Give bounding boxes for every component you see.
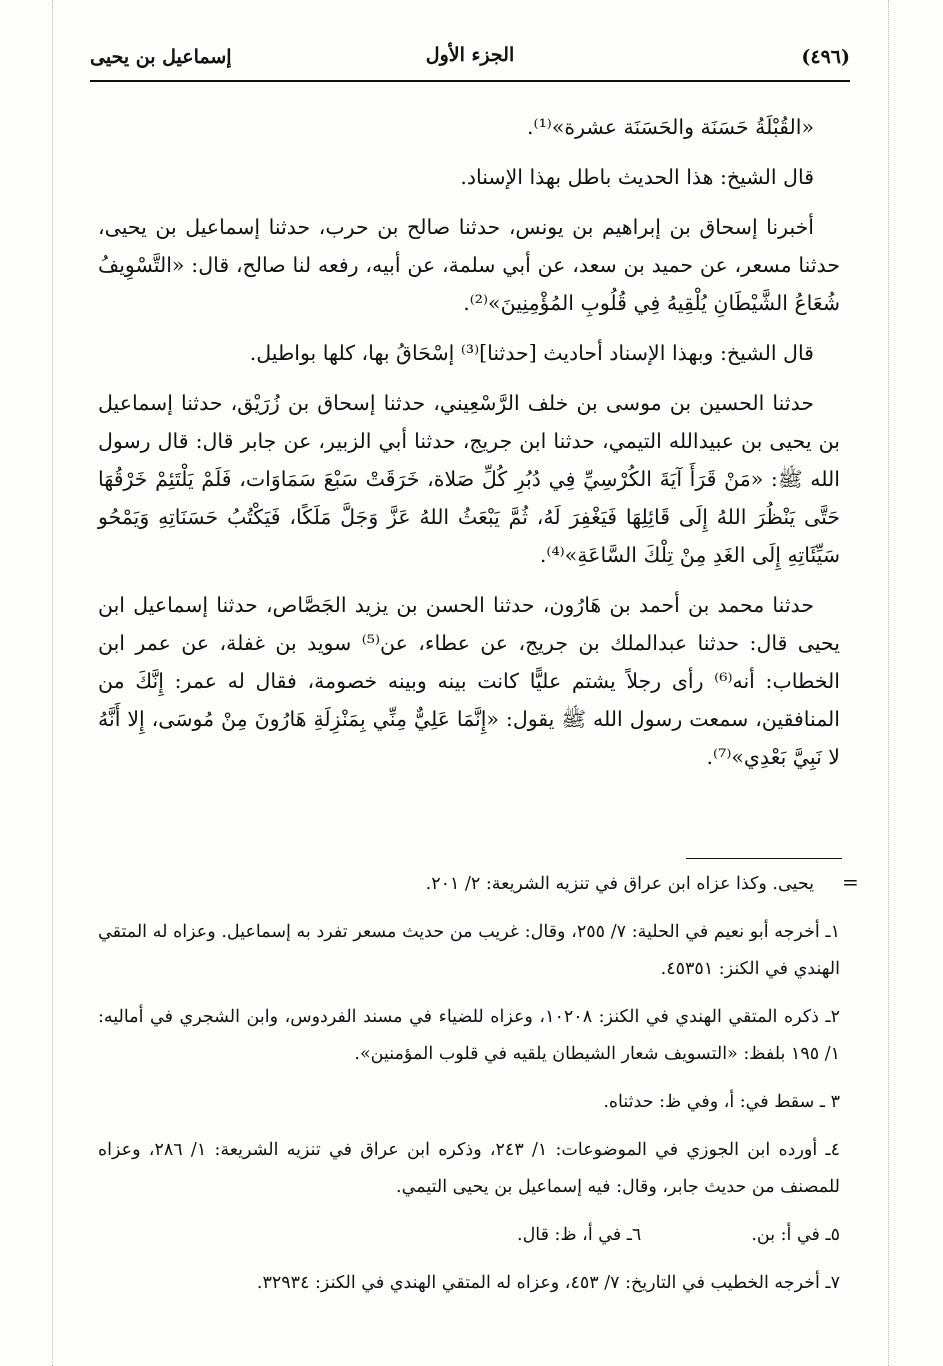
- footnote-4: ٤ـ أورده ابن الجوزي في الموضوعات: ١/ ٢٤٣، وذكره ابن عراق في تنزيه الشريعة: ١/ ٢٨٦، وعزاه للمصنف من حديث جابر، وقال: فيه إسماعيل بن يحيى التيمي.: [98, 1140, 841, 1197]
- entry-name: إسماعيل بن يحيى: [90, 46, 232, 68]
- footnotes-5-6: [98, 1217, 840, 1254]
- footnote-6: ٦ـ في أ، ظ: قال.: [517, 1225, 642, 1245]
- left-margin-guide: [52, 0, 53, 1366]
- header-rule: [90, 80, 850, 82]
- footnote-rule: [686, 858, 842, 859]
- footnote-2: ٢ـ ذكره المتقي الهندي في الكنز: ١٠٢٠٨، وعزاه للضياء في مسند الفردوس، وابن الشجري في أماليه: ١/ ١٩٥ بلفظ: «التسويف شعار الشيطان يلقيه في قلوب المؤمنين».: [98, 1007, 840, 1064]
- volume-title: الجزء الأول: [425, 44, 515, 66]
- main-text: [98, 108, 840, 788]
- footnote-5: ٥ـ في أ: بن.: [751, 1225, 840, 1245]
- page-header: [90, 40, 850, 80]
- paragraph-2: قال الشيخ: هذا الحديث باطل بهذا الإسناد.: [460, 165, 814, 189]
- footnote-continuation: يحيى. وكذا عزاه ابن عراق في تنزيه الشريعة: ٢/ ٢٠١.: [425, 874, 814, 894]
- footnotes: [98, 866, 840, 1313]
- footnote-7: ٧ـ أخرجه الخطيب في التاريخ: ٧/ ٤٥٣، وعزاه له المتقي الهندي في الكنز: ٣٢٩٣٤.: [256, 1273, 840, 1293]
- page-number: (٤٩٦): [801, 46, 850, 68]
- paragraph-1: «القُبْلَةُ حَسَنَة والحَسَنَة عشرة»⁽¹⁾.: [527, 115, 814, 139]
- footnote-1: ١ـ أخرجه أبو نعيم في الحلية: ٧/ ٢٥٥، وقال: غريب من حديث مسعر تفرد به إسماعيل. وعزاه له المتقي الهندي في الكنز: ٤٥٣٥١.: [98, 922, 840, 979]
- footnote-3: ٣ ـ سقط في: أ، وفي ظ: حدثناه.: [603, 1092, 840, 1112]
- paragraph-3: أخبرنا إسحاق بن إبراهيم بن يونس، حدثنا صالح بن حرب، حدثنا إسماعيل بن يحيى، حدثنا مسعر، عن حميد بن سعد، عن أبي سلمة، عن أبيه، رفعه لنا صالح، قال: «التَّسْوِيفُ شُعَاعُ الشَّيْطَانِ يُلْقِيهُ فِي قُلُوبِ المُؤْمِنِينَ»⁽²⁾.: [98, 215, 840, 315]
- paragraph-4: قال الشيخ: وبهذا الإسناد أحاديث [حدثنا]⁽³⁾ إسْحَاقُ بها، كلها بواطيل.: [249, 341, 814, 365]
- paragraph-6: حدثنا محمد بن أحمد بن هَارُون، حدثنا الحسن بن يزيد الجَصَّاص، حدثنا إسماعيل ابن يحيى قال: حدثنا عبدالملك بن جريج، عن عطاء، عن⁽⁵⁾ سويد بن غفلة، عن عمر ابن الخطاب: أنه⁽⁶⁾ رأى رجلاً يشتم عليًّا كانت بينه وبينه خصومة، فقال له عمر: إِنَّكَ من المنافقين، سمعت رسول الله ﷺ يقول: «إِنَّمَا عَلِيٌّ مِنِّي بِمَنْزِلَةِ هَارُونَ مِنْ مُوسَى، إِلا أَنَّهُ لا نَبِيَّ بَعْدِي»⁽⁷⁾.: [98, 593, 840, 769]
- right-margin-guide: [888, 0, 889, 1366]
- footnote-continuation-mark: =: [842, 870, 859, 894]
- paragraph-5: حدثنا الحسين بن موسى بن خلف الرَّسْعِيني، حدثنا إسحاق بن زُرَيْق، حدثنا إسماعيل بن يحيى بن عبيدالله التيمي، حدثنا ابن جريج، حدثنا أبي الزبير، عن جابر قال: قال رسول الله ﷺ: «مَنْ قَرَأَ آيَةَ الكُرْسِيِّ فِي دُبُرِ كُلِّ صَلاة، خَرَقَتْ سَبْعَ سَمَاوَات، فَلَمْ يَلْتَئِمْ خَرْقُهَا حَتَّى يَنْظُرَ اللهُ إِلَى قَائِلِهَا فَيَغْفِرَ لَهُ، ثُمَّ يَبْعَثُ اللهُ عَزَّ وَجَلَّ مَلَكًا، فَيَكْتُبُ حَسَنَاتِهِ وَيَمْحُو سَيِّئَاتِهِ إِلَى الغَدِ مِنْ تِلْكَ السَّاعَةِ»⁽⁴⁾.: [98, 391, 840, 567]
